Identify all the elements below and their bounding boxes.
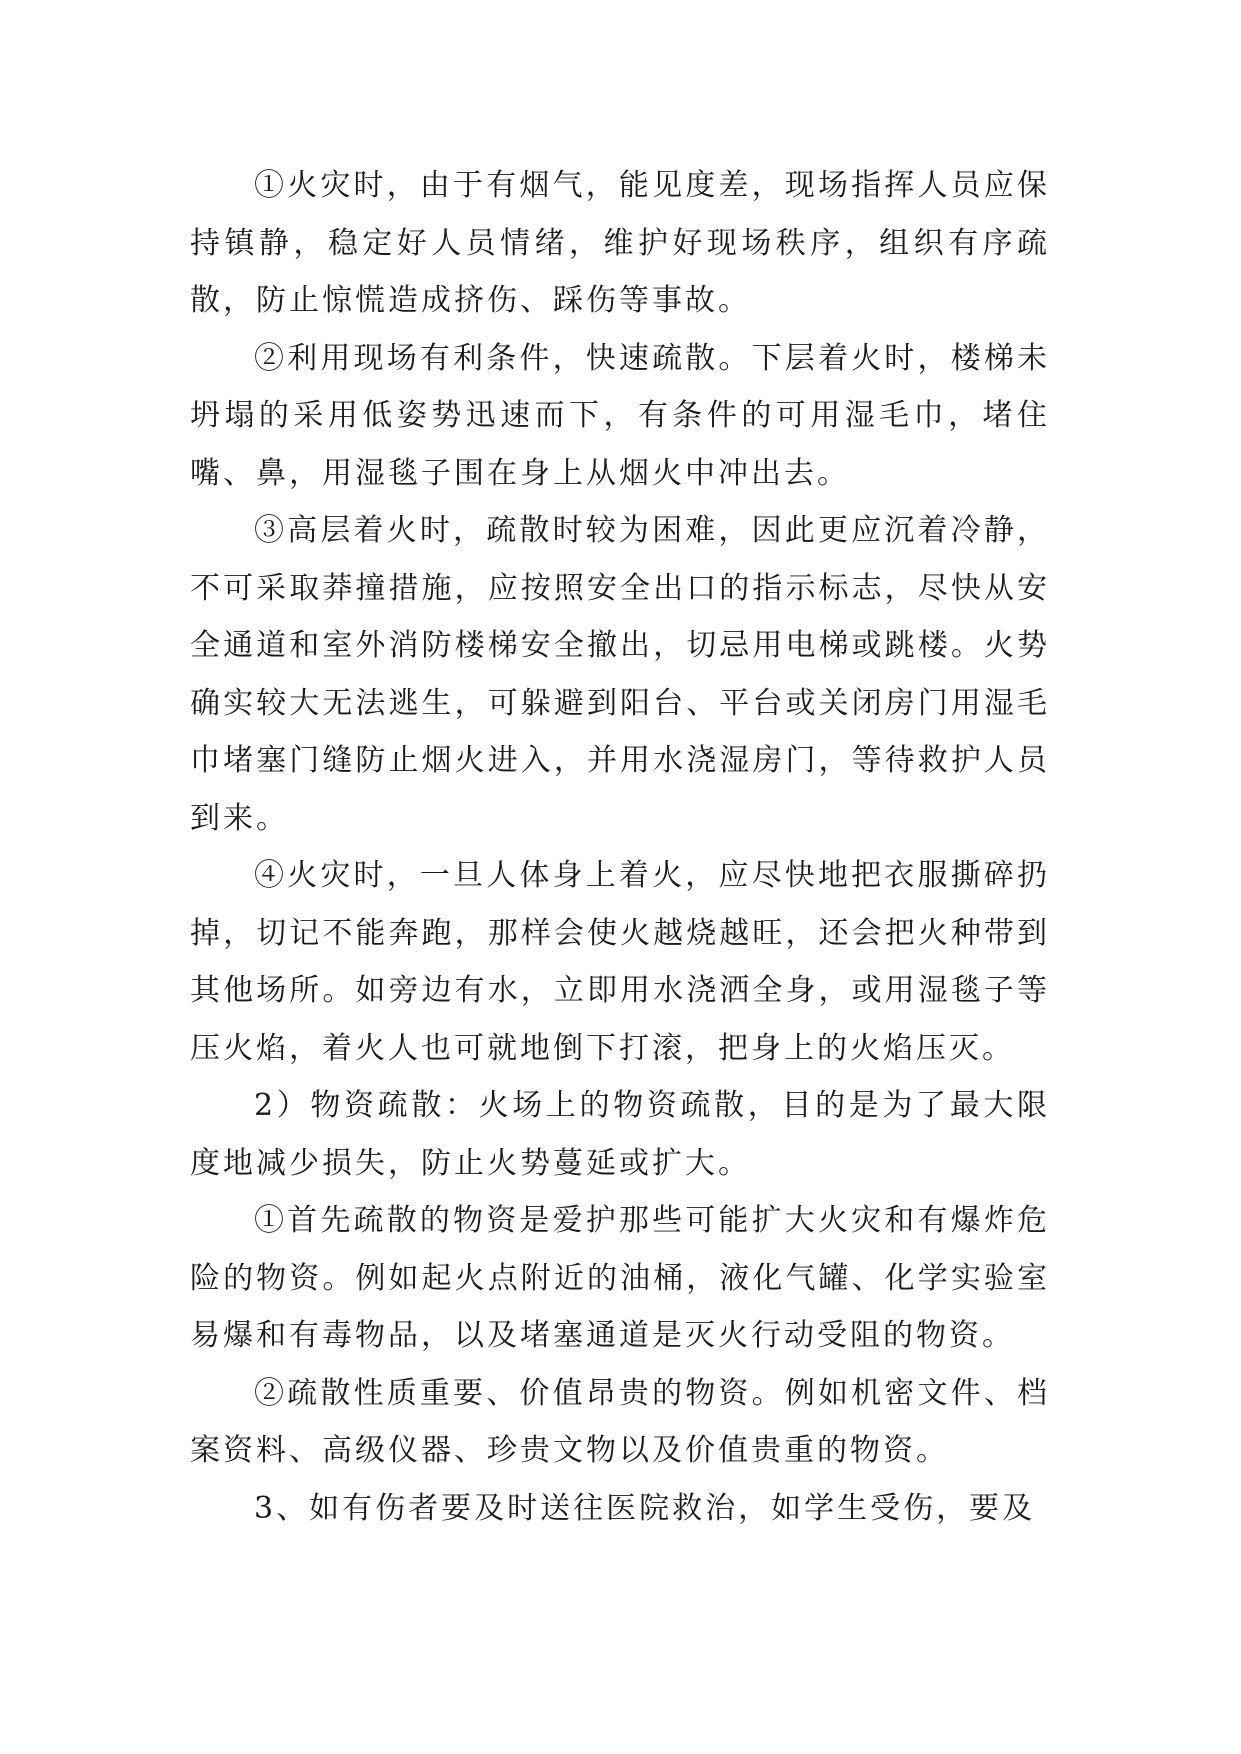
paragraph-dangerous-materials: ①首先疏散的物资是爱护那些可能扩大火灾和有爆炸危险的物资。例如起火点附近的油桶，液化气罐、化学实验室易爆和有毒物品，以及堵塞通道是灭火行动受阻的物资。 <box>190 1203 1050 1353</box>
paragraph-clothing-on-fire: ④火灾时，一旦人体身上着火，应尽快地把衣服撕碎扔掉，切记不能奔跑，那样会使火越烧越旺，还会把火种带到其他场所。如旁边有水，立即用水浇洒全身，或用湿毯子等压火焰，着火人也可就地倒下打滚，把身上的火焰压灭。 <box>190 858 1050 1066</box>
paragraph-lower-floor-evacuation: ②利用现场有利条件，快速疏散。下层着火时，楼梯未坍塌的采用低姿势迅速而下，有条件的可用湿毛巾，堵住嘴、鼻，用湿毯子围在身上从烟火中冲出去。 <box>190 340 1050 491</box>
paragraph-crowd-control: ①火灾时，由于有烟气，能见度差，现场指挥人员应保持镇静，稳定好人员情绪，维护好现场秩序，组织有序疏散，防止惊慌造成挤伤、踩伤等事故。 <box>190 168 1050 318</box>
paragraph-valuable-materials: ②疏散性质重要、价值昂贵的物资。例如机密文件、档案资料、高级仪器、珍贵文物以及价值贵重的物资。 <box>190 1375 1050 1468</box>
paragraph-material-evacuation: 2）物资疏散：火场上的物资疏散，目的是为了最大限度地减少损失，防止火势蔓延或扩大。 <box>190 1088 1050 1181</box>
paragraph-high-floor-evacuation: ③高层着火时，疏散时较为困难，因此更应沉着冷静，不可采取莽撞措施，应按照安全出口的指示标志，尽快从安全通道和室外消防楼梯安全撤出，切忌用电梯或跳楼。火势确实较大无法逃生，可躲避到阳台、平台或关闭房门用湿毛巾堵塞门缝防止烟火进入，并用水浇湿房门，等待救护人员到来。 <box>190 513 1050 836</box>
paragraph-injured-persons: 3、如有伤者要及时送往医院救治，如学生受伤，要及 <box>254 1490 1036 1526</box>
document-body <box>190 157 1050 1537</box>
